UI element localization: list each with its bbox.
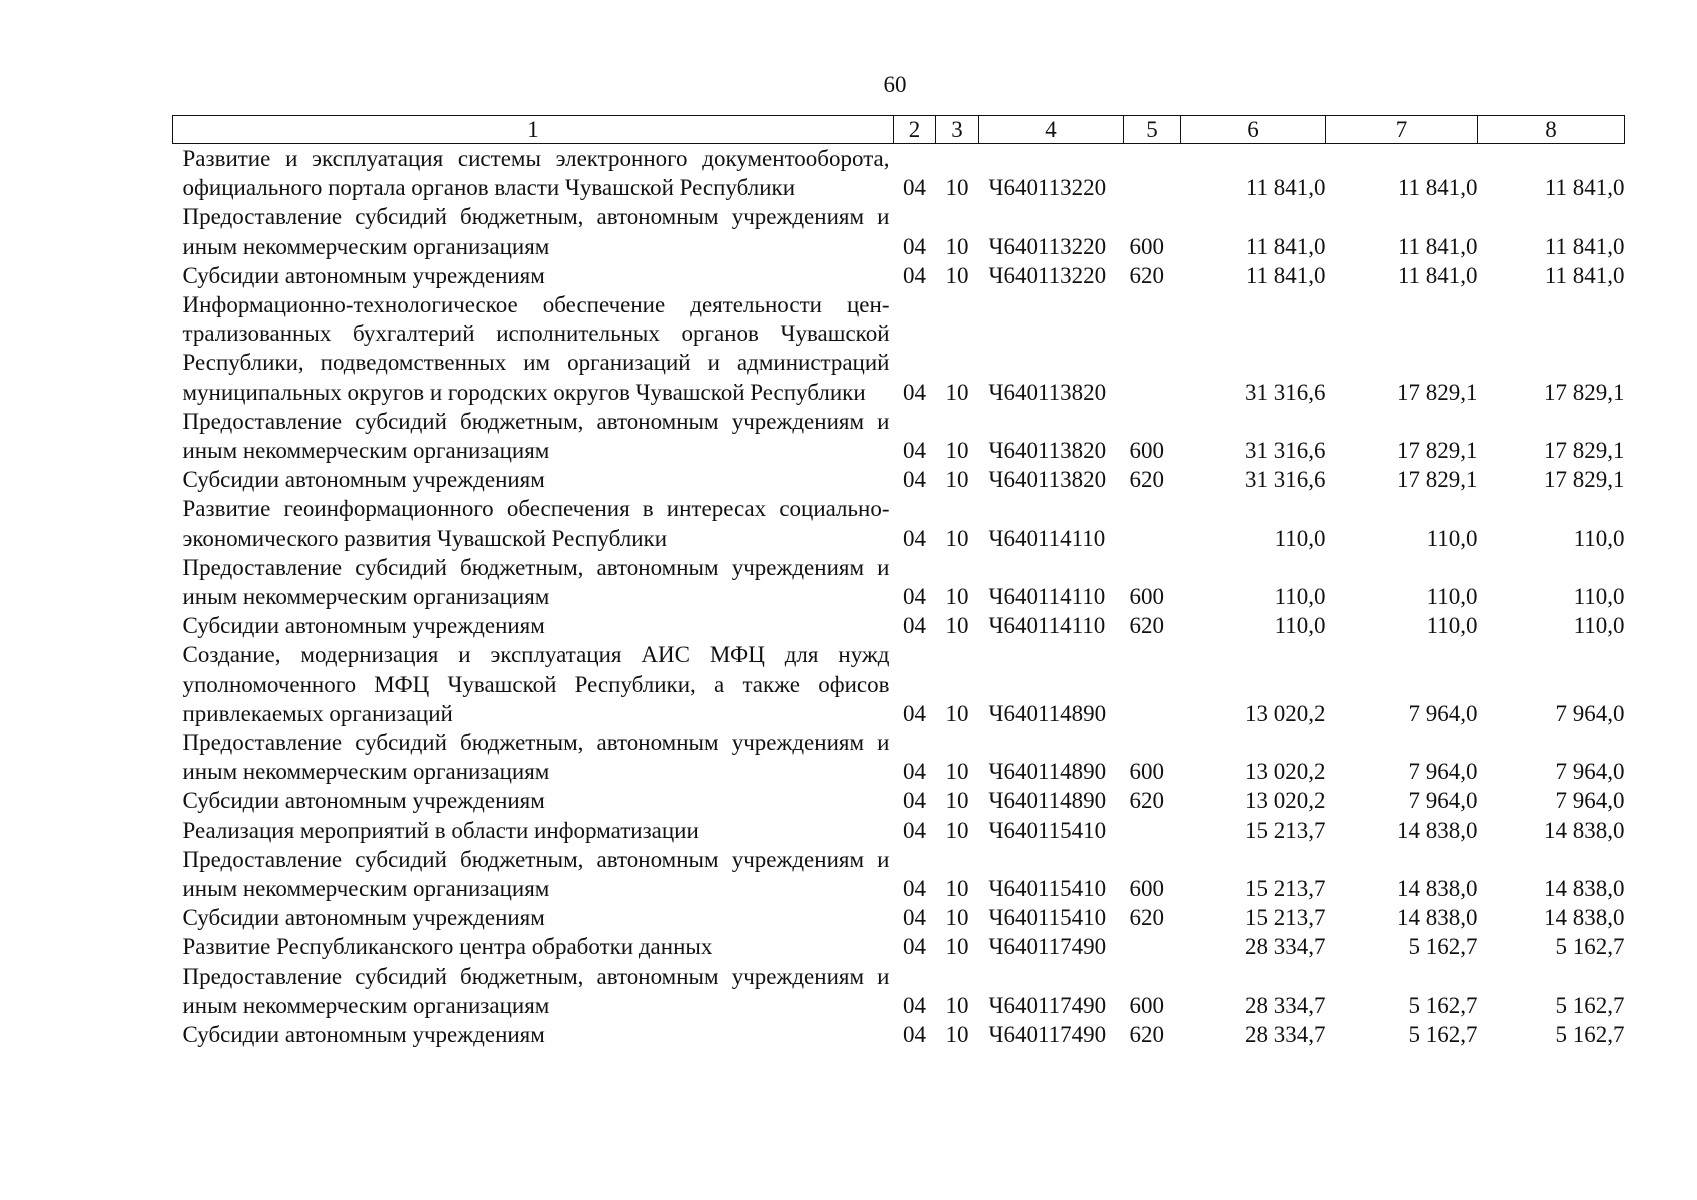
- cell-subsection: 10: [945, 934, 969, 960]
- table-row: [173, 903, 1625, 932]
- cell-section: 04: [903, 438, 926, 464]
- cell-amount-2: 17 829,1: [1397, 467, 1478, 493]
- cell-amount-2: 17 829,1: [1397, 379, 1478, 405]
- cell-subsection: 10: [945, 262, 969, 288]
- table-row: [173, 261, 1625, 290]
- cell-amount-2: 14 838,0: [1397, 817, 1478, 843]
- cell-target-article: Ч640115410: [988, 905, 1107, 931]
- cell-expense-type: 620: [1129, 905, 1164, 931]
- cell-target-article: Ч640114110: [988, 613, 1106, 639]
- cell-name: Предоставление субсидий бюджетным, автономным учреждениям и иным некоммерческим организациям: [182, 963, 890, 1018]
- cell-subsection: 10: [945, 584, 969, 610]
- cell-expense-type: 600: [1129, 438, 1164, 464]
- cell-amount-2: 14 838,0: [1397, 905, 1478, 931]
- header-col-7: 7: [1326, 116, 1478, 144]
- cell-amount-1: 15 213,7: [1245, 905, 1326, 931]
- table-row: [173, 845, 1625, 903]
- cell-section: 04: [903, 876, 926, 902]
- cell-subsection: 10: [945, 379, 969, 405]
- cell-section: 04: [903, 759, 926, 785]
- cell-amount-3: 7 964,0: [1555, 700, 1625, 726]
- cell-amount-3: 7 964,0: [1555, 759, 1625, 785]
- cell-expense-type: 600: [1129, 992, 1164, 1018]
- cell-name: Информационно-технологическое обеспечение деятельности централизованных бухгалтерий исполнительных органов Чувашской Республики, подведомственных им организаций и администраций муниципальных округов и городских округов Чувашской Республики: [182, 292, 890, 405]
- cell-amount-2: 110,0: [1426, 584, 1478, 610]
- cell-amount-1: 28 334,7: [1245, 934, 1326, 960]
- cell-expense-type: [1124, 932, 1181, 961]
- cell-target-article: Ч640113220: [988, 262, 1107, 288]
- cell-name: Субсидии автономным учреждениям: [182, 905, 545, 931]
- cell-section: 04: [903, 613, 926, 639]
- cell-amount-2: 5 162,7: [1408, 992, 1478, 1018]
- cell-name: Развитие геоинформационного обеспечения в интересах социально-экономического развития Чувашской Республики: [182, 496, 890, 551]
- cell-amount-3: 17 829,1: [1544, 467, 1625, 493]
- cell-expense-type: [1124, 144, 1181, 203]
- cell-name: Субсидии автономным учреждениям: [182, 1022, 545, 1048]
- cell-amount-1: 13 020,2: [1245, 700, 1326, 726]
- cell-name: Субсидии автономным учреждениям: [182, 467, 545, 493]
- cell-amount-2: 11 841,0: [1397, 262, 1478, 288]
- cell-name: Предоставление субсидий бюджетным, автономным учреждениям и иным некоммерческим организациям: [182, 204, 890, 259]
- cell-target-article: Ч640115410: [988, 817, 1107, 843]
- table-row: [173, 290, 1625, 407]
- page-number: 60: [883, 72, 907, 97]
- cell-amount-1: 31 316,6: [1245, 438, 1326, 464]
- cell-amount-3: 14 838,0: [1544, 905, 1625, 931]
- cell-expense-type: 620: [1129, 467, 1164, 493]
- cell-amount-2: 14 838,0: [1397, 876, 1478, 902]
- cell-name: Предоставление субсидий бюджетным, автономным учреждениям и иным некоммерческим организациям: [182, 730, 890, 785]
- cell-name: Развитие Республиканского центра обработки данных: [182, 934, 713, 960]
- cell-section: 04: [903, 934, 926, 960]
- table-row: [173, 407, 1625, 465]
- cell-target-article: Ч640114890: [988, 759, 1107, 785]
- header-col-1: 1: [173, 116, 894, 144]
- cell-amount-1: 110,0: [1274, 584, 1326, 610]
- cell-subsection: 10: [945, 759, 969, 785]
- cell-subsection: 10: [945, 525, 969, 551]
- cell-subsection: 10: [945, 788, 969, 814]
- cell-name: Предоставление субсидий бюджетным, автономным учреждениям и иным некоммерческим организациям: [182, 846, 890, 902]
- cell-amount-1: 11 841,0: [1245, 262, 1326, 288]
- cell-amount-3: 11 841,0: [1544, 233, 1625, 259]
- cell-amount-3: 11 841,0: [1544, 175, 1625, 201]
- cell-amount-2: 11 841,0: [1397, 175, 1478, 201]
- header-col-3: 3: [936, 116, 979, 144]
- cell-subsection: 10: [945, 817, 969, 843]
- cell-amount-1: 31 316,6: [1245, 379, 1326, 405]
- cell-amount-3: 17 829,1: [1544, 379, 1625, 405]
- cell-section: 04: [903, 584, 926, 610]
- cell-section: 04: [903, 525, 926, 551]
- cell-amount-2: 110,0: [1426, 613, 1478, 639]
- cell-expense-type: [1124, 640, 1181, 728]
- cell-amount-1: 31 316,6: [1245, 467, 1326, 493]
- header-col-5: 5: [1124, 116, 1181, 144]
- table-row: [173, 816, 1625, 845]
- cell-expense-type: 600: [1129, 584, 1164, 610]
- cell-amount-3: 110,0: [1573, 613, 1625, 639]
- cell-subsection: 10: [945, 233, 969, 259]
- cell-amount-3: 110,0: [1573, 525, 1625, 551]
- cell-subsection: 10: [945, 613, 969, 639]
- cell-subsection: 10: [945, 992, 969, 1018]
- cell-name: Субсидии автономным учреждениям: [182, 613, 545, 639]
- cell-section: 04: [903, 262, 926, 288]
- cell-target-article: Ч640117490: [988, 934, 1107, 960]
- table-header: [173, 116, 1625, 144]
- cell-target-article: Ч640114890: [988, 788, 1107, 814]
- cell-subsection: 10: [945, 700, 969, 726]
- cell-subsection: 10: [945, 175, 969, 201]
- cell-subsection: 10: [945, 876, 969, 902]
- cell-subsection: 10: [945, 905, 969, 931]
- cell-expense-type: 600: [1129, 876, 1164, 902]
- cell-target-article: Ч640117490: [988, 1022, 1107, 1048]
- cell-subsection: 10: [945, 438, 969, 464]
- cell-amount-2: 7 964,0: [1408, 788, 1478, 814]
- cell-expense-type: [1124, 816, 1181, 845]
- cell-section: 04: [903, 175, 926, 201]
- cell-name: Субсидии автономным учреждениям: [182, 262, 545, 288]
- header-col-4: 4: [979, 116, 1124, 144]
- cell-expense-type: 620: [1129, 262, 1164, 288]
- table-row: [173, 202, 1625, 260]
- cell-amount-1: 15 213,7: [1245, 817, 1326, 843]
- table-row: [173, 728, 1625, 786]
- header-row: [173, 116, 1625, 144]
- table-row: [173, 640, 1625, 728]
- cell-target-article: Ч640113820: [988, 467, 1107, 493]
- table-row: [173, 553, 1625, 611]
- cell-target-article: Ч640114890: [988, 700, 1107, 726]
- cell-amount-2: 5 162,7: [1408, 1022, 1478, 1048]
- cell-amount-1: 15 213,7: [1245, 876, 1326, 902]
- cell-section: 04: [903, 992, 926, 1018]
- cell-amount-3: 14 838,0: [1544, 817, 1625, 843]
- cell-amount-3: 17 829,1: [1544, 438, 1625, 464]
- cell-expense-type: 600: [1129, 759, 1164, 785]
- cell-target-article: Ч640115410: [988, 876, 1107, 902]
- cell-amount-3: 14 838,0: [1544, 876, 1625, 902]
- table-row: [173, 786, 1625, 815]
- cell-amount-3: 110,0: [1573, 584, 1625, 610]
- cell-section: 04: [903, 379, 926, 405]
- table-row: [173, 494, 1625, 552]
- cell-amount-3: 11 841,0: [1544, 262, 1625, 288]
- cell-amount-1: 28 334,7: [1245, 992, 1326, 1018]
- cell-name: Предоставление субсидий бюджетным, автономным учреждениям и иным некоммерческим организациям: [182, 408, 890, 464]
- cell-section: 04: [903, 788, 926, 814]
- cell-section: 04: [903, 817, 926, 843]
- cell-section: 04: [903, 467, 926, 493]
- cell-name: Субсидии автономным учреждениям: [182, 788, 545, 814]
- cell-amount-2: 7 964,0: [1408, 759, 1478, 785]
- cell-target-article: Ч640113220: [988, 175, 1107, 201]
- header-col-2: 2: [894, 116, 936, 144]
- table-row: [173, 932, 1625, 961]
- budget-table: [172, 115, 1625, 1049]
- table-row: [173, 465, 1625, 494]
- cell-amount-2: 5 162,7: [1408, 934, 1478, 960]
- cell-expense-type: 620: [1129, 613, 1164, 639]
- cell-section: 04: [903, 233, 926, 259]
- cell-target-article: Ч640113820: [988, 379, 1107, 405]
- cell-name: Развитие и эксплуатация системы электронного документооборота, официального портала органов власти Чувашской Республики: [182, 146, 890, 201]
- cell-amount-1: 13 020,2: [1245, 788, 1326, 814]
- cell-name: Создание, модернизация и эксплуатация АИС МФЦ для нужд уполномоченного МФЦ Чувашской Республики, а также офисов привлекаемых организаций: [182, 642, 890, 726]
- cell-amount-2: 11 841,0: [1397, 233, 1478, 259]
- cell-amount-1: 11 841,0: [1245, 233, 1326, 259]
- table-body: [173, 144, 1625, 1050]
- cell-amount-1: 13 020,2: [1245, 759, 1326, 785]
- cell-amount-1: 11 841,0: [1245, 175, 1326, 201]
- cell-amount-3: 5 162,7: [1555, 992, 1625, 1018]
- cell-expense-type: 600: [1129, 233, 1164, 259]
- cell-amount-1: 28 334,7: [1245, 1022, 1326, 1048]
- cell-amount-3: 5 162,7: [1555, 1022, 1625, 1048]
- header-col-8: 8: [1478, 116, 1625, 144]
- cell-expense-type: [1124, 290, 1181, 407]
- cell-target-article: Ч640113220: [988, 233, 1107, 259]
- cell-section: 04: [903, 700, 926, 726]
- header-col-6: 6: [1181, 116, 1326, 144]
- cell-section: 04: [903, 1022, 926, 1048]
- cell-name: Предоставление субсидий бюджетным, автономным учреждениям и иным некоммерческим организациям: [182, 554, 890, 610]
- cell-amount-2: 17 829,1: [1397, 438, 1478, 464]
- cell-target-article: Ч640114110: [988, 584, 1106, 610]
- cell-expense-type: 620: [1129, 1022, 1164, 1048]
- table-row: [173, 962, 1625, 1020]
- cell-target-article: Ч640117490: [988, 992, 1107, 1018]
- cell-amount-1: 110,0: [1274, 613, 1326, 639]
- cell-expense-type: [1124, 494, 1181, 552]
- cell-amount-3: 7 964,0: [1555, 788, 1625, 814]
- cell-amount-3: 5 162,7: [1555, 934, 1625, 960]
- table-row: [173, 144, 1625, 203]
- cell-subsection: 10: [945, 1022, 969, 1048]
- table-row: [173, 1020, 1625, 1049]
- cell-target-article: Ч640113820: [988, 438, 1107, 464]
- cell-section: 04: [903, 905, 926, 931]
- cell-amount-2: 7 964,0: [1408, 700, 1478, 726]
- cell-target-article: Ч640114110: [988, 525, 1106, 551]
- cell-expense-type: 620: [1129, 788, 1164, 814]
- cell-name: Реализация мероприятий в области информатизации: [182, 817, 699, 843]
- cell-subsection: 10: [945, 467, 969, 493]
- cell-amount-2: 110,0: [1426, 525, 1478, 551]
- cell-amount-1: 110,0: [1274, 525, 1326, 551]
- table-row: [173, 611, 1625, 640]
